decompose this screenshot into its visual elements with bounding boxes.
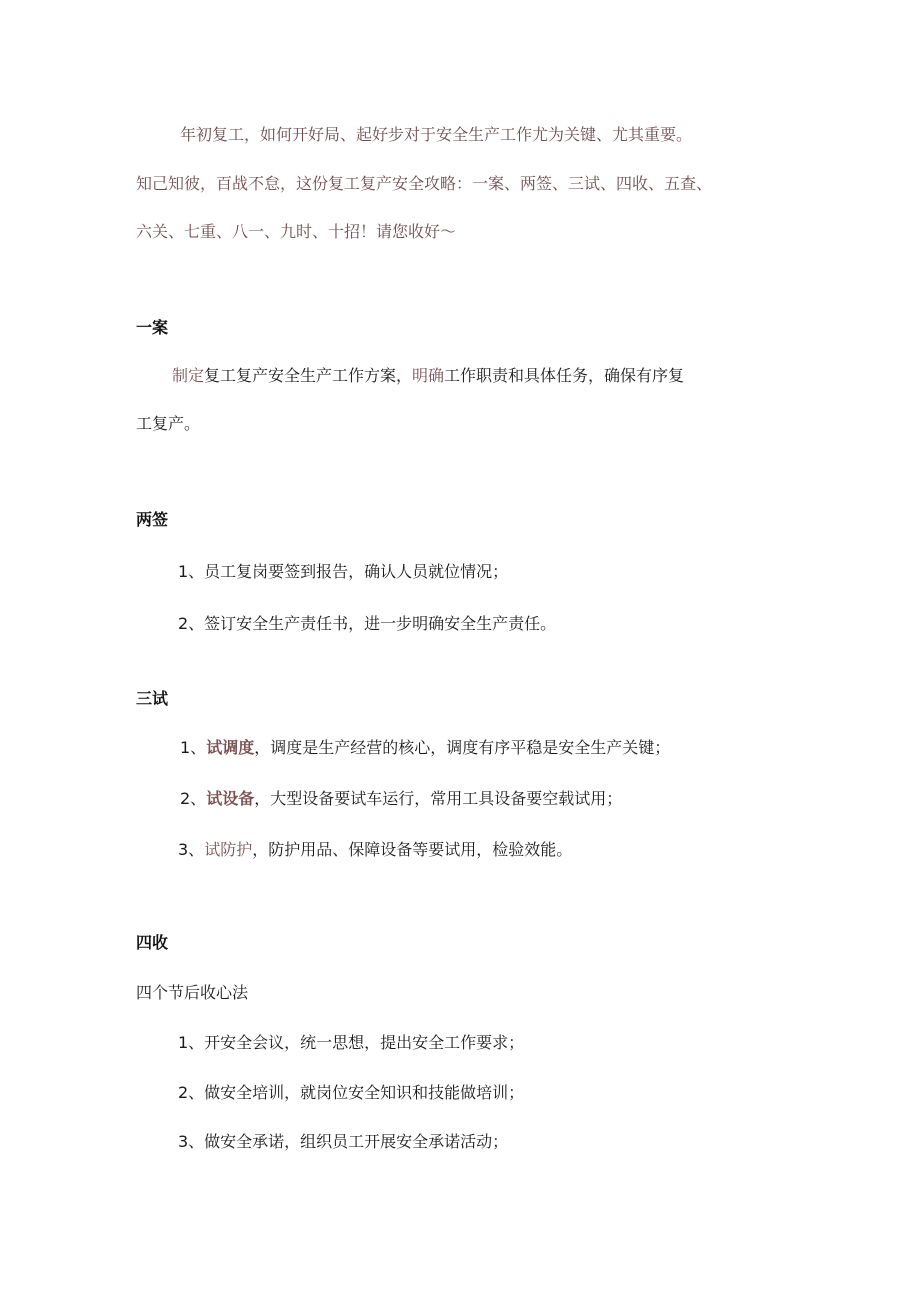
list-item: 2、做安全培训，就岗位安全知识和技能做培训； (178, 1083, 525, 1102)
item-number: 3、 (178, 840, 205, 859)
item-text: ，防护用品、保障设备等要试用，检验效能。 (252, 840, 573, 859)
section-heading-yian: 一案 (136, 318, 169, 337)
section-heading-sanshi: 三试 (136, 689, 169, 708)
section-heading-sishou: 四收 (136, 933, 169, 952)
item-text: ，调度是生产经营的核心，调度有序平稳是安全生产关键； (254, 738, 671, 757)
section1-paragraph-line-1 (172, 366, 684, 386)
item-keyword: 试防护 (204, 840, 253, 859)
intro-line-2: 知己知彼，百战不怠，这份复工复产安全攻略：一案、两签、三试、四收、五查、 (136, 174, 713, 193)
section4-subtitle: 四个节后收心法 (136, 983, 249, 1002)
item-number: 1、 (180, 738, 207, 757)
emphasis-mingque: 明确 (412, 366, 445, 385)
list-item (180, 789, 622, 809)
section-heading-liangqian: 两签 (136, 510, 169, 529)
intro-line-3: 六关、七重、八一、九时、十招！请您收好～ (136, 222, 457, 241)
list-item: 3、做安全承诺，组织员工开展安全承诺活动； (178, 1132, 509, 1151)
intro-line-1: 年初复工，如何开好局、起好步对于安全生产工作尤为关键、尤其重要。 (180, 125, 693, 144)
list-item: 2、签订安全生产责任书，进一步明确安全生产责任。 (178, 614, 557, 633)
emphasis-zhiding: 制定 (172, 366, 205, 385)
paragraph-text: 复工复产安全生产工作方案， (204, 366, 413, 385)
paragraph-text: 工作职责和具体任务，确保有序复 (444, 366, 685, 385)
item-text: ，大型设备要试车运行，常用工具设备要空载试用； (254, 789, 623, 808)
item-number: 2、 (180, 789, 207, 808)
list-item: 1、员工复岗要签到报告，确认人员就位情况； (178, 562, 509, 581)
item-keyword: 试设备 (206, 789, 255, 808)
list-item (178, 840, 572, 860)
list-item (180, 738, 670, 758)
item-keyword: 试调度 (206, 738, 255, 757)
section1-paragraph-line-2: 工复产。 (136, 414, 201, 433)
list-item: 1、开安全会议，统一思想，提出安全工作要求； (178, 1033, 525, 1052)
